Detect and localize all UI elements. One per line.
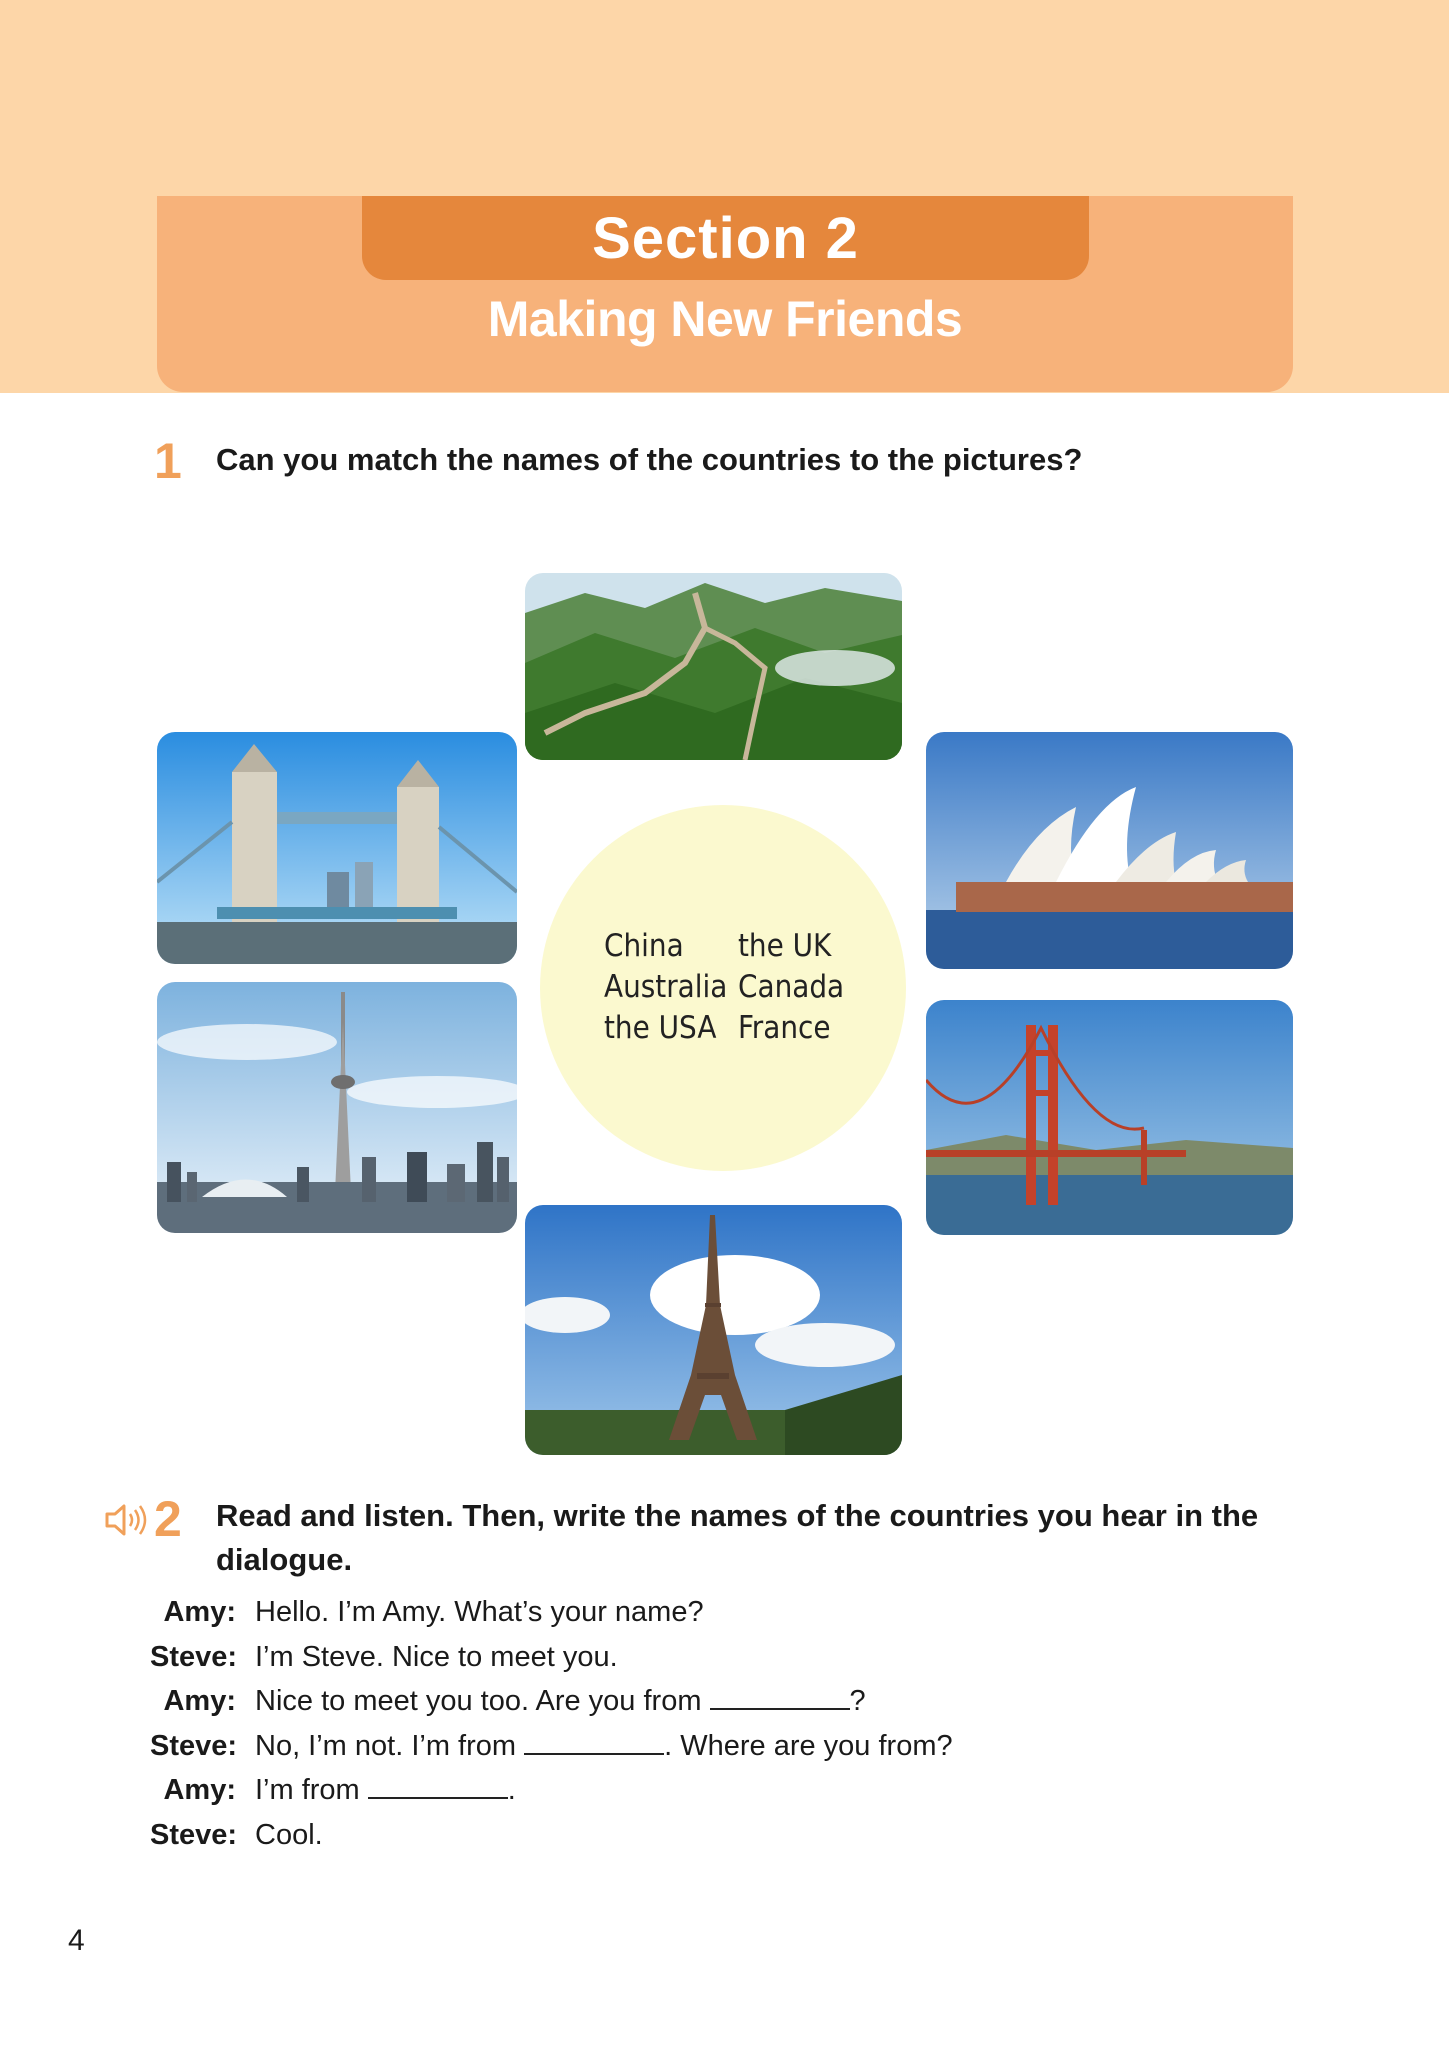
dialogue-text-part: ? [849,1685,866,1717]
speaker-name: Steve: [150,1818,238,1851]
exercise-1-instruction: Can you match the names of the countries to the pictures? [216,442,1083,477]
speaker-icon[interactable] [104,1500,152,1540]
dialogue-text [255,1596,704,1629]
country-name: France [738,1010,831,1046]
tower-bridge-photo [157,732,517,964]
exercise-2-instruction-line1: Read and listen. Then, write the names of the countries you hear in the [216,1498,1259,1533]
country-name: the UK [738,928,832,964]
country-name: the USA [604,1010,717,1046]
page-number: 4 [68,1924,85,1957]
dialogue [150,1596,1300,1863]
answer-blank[interactable] [524,1731,664,1755]
dialogue-line [150,1730,1300,1775]
dialogue-text [255,1641,618,1674]
cn-tower-photo [157,982,517,1233]
section-tab [362,196,1089,280]
eiffel-tower-photo [525,1205,902,1455]
dialogue-text-part: . Where are you from? [664,1729,953,1762]
country-name: Australia [604,969,728,1005]
speaker-name: Amy: [163,1596,236,1628]
section-title: Section 2 [592,205,859,271]
dialogue-line [150,1596,1300,1641]
speaker-name: Steve: [150,1729,238,1762]
exercise-2-number: 2 [154,1491,182,1547]
sydney-opera-house-photo [926,732,1293,969]
dialogue-line [150,1774,1300,1819]
dialogue-text-part: I’m Steve. Nice to meet you. [255,1640,618,1673]
golden-gate-bridge-photo [926,1000,1293,1235]
exercise-2-instruction-line2: dialogue. [216,1542,353,1577]
dialogue-text-part: Cool. [255,1818,323,1851]
dialogue-text-part: I’m from [255,1774,368,1806]
speaker-name: Steve: [150,1640,238,1673]
dialogue-text [255,1730,953,1763]
dialogue-line [150,1819,1300,1864]
answer-blank[interactable] [368,1775,508,1799]
exercise-1-number: 1 [154,433,182,489]
speaker-name: Amy: [163,1685,236,1717]
country-name: Canada [738,969,845,1005]
dialogue-text-part: No, I’m not. I’m from [255,1729,525,1762]
dialogue-line [150,1685,1300,1730]
dialogue-text-part: Hello. I’m Amy. What’s your name? [255,1596,704,1628]
dialogue-line [150,1641,1300,1686]
dialogue-text [255,1685,866,1718]
great-wall-photo [525,573,902,760]
country-name: China [604,928,684,964]
dialogue-text [255,1774,516,1807]
dialogue-text-part: . [507,1774,516,1806]
speaker-name: Amy: [163,1774,236,1806]
dialogue-text-part: Nice to meet you too. Are you from [255,1685,710,1717]
answer-blank[interactable] [710,1686,850,1710]
dialogue-text [255,1819,323,1852]
section-subtitle: Making New Friends [487,291,963,347]
